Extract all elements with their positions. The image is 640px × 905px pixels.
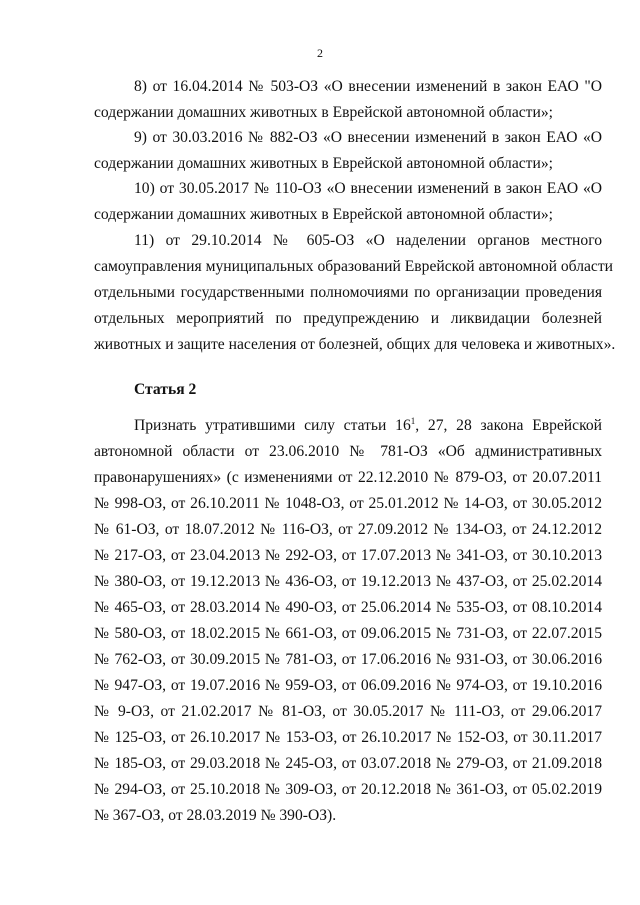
- article-line-8: № 465-ОЗ, от 28.03.2014 № 490-ОЗ, от 25.06.2014 № 535-ОЗ, от 08.10.2014: [94, 599, 602, 616]
- list-item-11-line-2: самоуправления муниципальных образований Еврейской автономной области: [94, 258, 613, 275]
- article-line-13: № 125-ОЗ, от 26.10.2017 № 153-ОЗ, от 26.10.2017 № 152-ОЗ, от 30.11.2017: [94, 729, 602, 746]
- list-item-11-line-3: отдельными государственными полномочиями по организации проведения: [94, 284, 602, 301]
- article-line-1-start: Признать утратившими силу статьи 16: [134, 417, 411, 434]
- article-line-5: № 61-ОЗ, от 18.07.2012 № 116-ОЗ, от 27.09.2012 № 134-ОЗ, от 24.12.2012: [94, 521, 602, 538]
- article-line-4: № 998-ОЗ, от 26.10.2011 № 1048-ОЗ, от 25.01.2012 № 14-ОЗ, от 30.05.2012: [94, 495, 602, 512]
- list-item-10: [94, 176, 602, 228]
- article-line-11: № 947-ОЗ, от 19.07.2016 № 959-ОЗ, от 06.09.2016 № 974-ОЗ, от 19.10.2016: [94, 677, 602, 694]
- article-line-16: № 367-ОЗ, от 28.03.2019 № 390-ОЗ).: [94, 807, 337, 824]
- list-item-10-line-2: содержании домашних животных в Еврейской автономной области»;: [94, 206, 553, 223]
- article-heading: Статья 2: [134, 381, 197, 398]
- list-item-9-line-2: содержании домашних животных в Еврейской автономной области»;: [94, 155, 553, 172]
- article-line-9: № 580-ОЗ, от 18.02.2015 № 661-ОЗ, от 09.06.2015 № 731-ОЗ, от 22.07.2015: [94, 625, 602, 642]
- article-line-2: автономной области от 23.06.2010 № 781-ОЗ «Об административных: [94, 443, 602, 460]
- page-number: 2: [317, 46, 323, 60]
- article-paragraph: [94, 413, 602, 829]
- article-line-3: правонарушениях» (с изменениями от 22.12.2010 № 879-ОЗ, от 20.07.2011: [94, 469, 602, 486]
- article-line-10: № 762-ОЗ, от 30.09.2015 № 781-ОЗ, от 17.06.2016 № 931-ОЗ, от 30.06.2016: [94, 651, 602, 668]
- article-line-7: № 380-ОЗ, от 19.12.2013 № 436-ОЗ, от 19.12.2013 № 437-ОЗ, от 25.02.2014: [94, 573, 602, 590]
- article-line-1-end: , 27, 28 закона Еврейской: [415, 417, 602, 434]
- list-item-8: [94, 74, 602, 126]
- list-item-8-line-1: 8) от 16.04.2014 № 503-ОЗ «О внесении изменений в закон ЕАО "О: [134, 78, 602, 95]
- article-line-1: [94, 413, 602, 439]
- article-line-6: № 217-ОЗ, от 23.04.2013 № 292-ОЗ, от 17.07.2013 № 341-ОЗ, от 30.10.2013: [94, 547, 602, 564]
- list-item-9-line-1: 9) от 30.03.2016 № 882-ОЗ «О внесении изменений в закон ЕАО «О: [134, 129, 602, 146]
- list-item-10-line-1: 10) от 30.05.2017 № 110-ОЗ «О внесении изменений в закон ЕАО «О: [134, 180, 602, 197]
- article-line-12: № 9-ОЗ, от 21.02.2017 № 81-ОЗ, от 30.05.2017 № 111-ОЗ, от 29.06.2017: [94, 703, 602, 720]
- list-item-11-line-4: отдельных мероприятий по предупреждению и ликвидации болезней: [94, 310, 602, 327]
- list-item-9: [94, 125, 602, 177]
- article-line-15: № 294-ОЗ, от 25.10.2018 № 309-ОЗ, от 20.12.2018 № 361-ОЗ, от 05.02.2019: [94, 781, 602, 798]
- list-item-11-line-5: животных и защите населения от болезней, общих для человека и животных».: [94, 336, 616, 353]
- list-item-11: [94, 228, 616, 358]
- list-item-8-line-2: содержании домашних животных в Еврейской автономной области»;: [94, 104, 553, 121]
- list-item-11-line-1: 11) от 29.10.2014 № 605-ОЗ «О наделении органов местного: [134, 232, 602, 249]
- article-superscript: 1: [410, 416, 416, 426]
- article-line-14: № 185-ОЗ, от 29.03.2018 № 245-ОЗ, от 03.07.2018 № 279-ОЗ, от 21.09.2018: [94, 755, 602, 772]
